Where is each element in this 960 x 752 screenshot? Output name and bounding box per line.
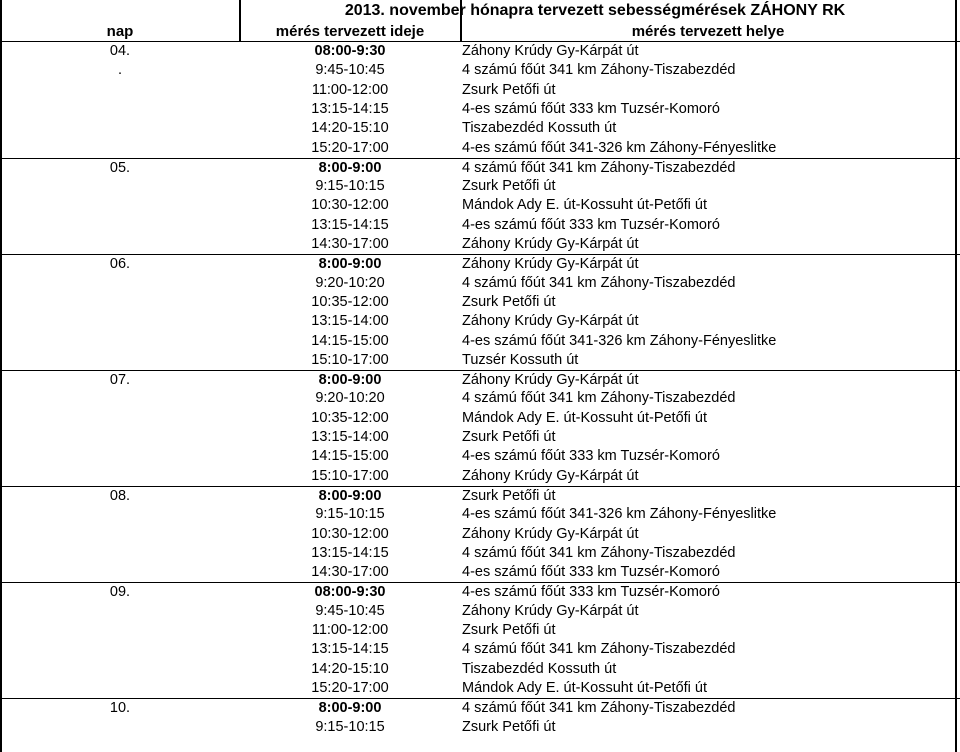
table-row [0, 254, 960, 274]
day-cell [2, 428, 238, 447]
day-cell [2, 100, 238, 119]
place-cell: 4-es számú főút 333 km Tuzsér-Komoró [462, 216, 720, 233]
time-cell: 11:00-12:00 [311, 622, 389, 638]
day-cell: . [117, 62, 123, 79]
time-cell: 13:15-14:00 [311, 429, 389, 445]
table-row [0, 177, 960, 196]
time-cell: 14:30-17:00 [311, 236, 389, 252]
day-cell [2, 351, 238, 370]
time-cell: 15:10-17:00 [311, 351, 389, 368]
place-cell: Záhony Krúdy Gy-Kárpát út [462, 313, 639, 330]
table-row [0, 447, 960, 466]
table-row [0, 718, 960, 737]
time-cell: 08:00-9:30 [314, 43, 386, 59]
time-cell: 9:20-10:20 [315, 274, 385, 291]
time-cell: 8:00-9:00 [318, 159, 382, 176]
time-cell: 14:20-15:10 [311, 120, 389, 137]
place-cell: Zsurk Petőfi út [462, 718, 556, 735]
day-cell [2, 312, 238, 331]
table-row [0, 274, 960, 293]
place-cell: 4-es számú főút 341-326 km Záhony-Fényeslitke [462, 506, 777, 523]
day-cell [2, 525, 238, 544]
place-cell: Tiszabezdéd Kossuth út [462, 120, 617, 137]
table-row [0, 409, 960, 428]
day-cell [2, 718, 238, 737]
time-cell: 8:00-9:00 [318, 700, 382, 717]
time-cell: 10:35-12:00 [311, 293, 389, 310]
time-cell: 10:35-12:00 [311, 409, 389, 426]
table-row [0, 235, 960, 254]
day-cell [2, 274, 238, 293]
time-cell: 14:20-15:10 [311, 660, 389, 677]
table-row [0, 139, 960, 158]
table-row [0, 293, 960, 312]
time-cell: 8:00-9:00 [318, 487, 382, 504]
header-day: nap [106, 23, 134, 40]
day-cell: 04. [109, 43, 131, 59]
table-row [0, 196, 960, 215]
time-cell: 13:15-14:15 [311, 100, 389, 117]
time-cell: 08:00-9:30 [314, 584, 386, 601]
time-cell: 13:15-14:15 [311, 216, 389, 233]
time-cell: 9:15-10:15 [315, 506, 385, 523]
table-row [0, 505, 960, 524]
day-cell: 06. [109, 256, 131, 273]
time-cell: 9:15-10:15 [315, 178, 385, 195]
header-place: mérés tervezett helye [631, 23, 785, 40]
time-cell: 15:20-17:00 [311, 679, 389, 696]
day-cell [2, 235, 238, 254]
table-row [0, 698, 960, 718]
place-cell: 4 számú főút 341 km Záhony-Tiszabezdéd [462, 274, 736, 291]
time-cell: 11:00-12:00 [311, 81, 389, 98]
day-cell: 08. [109, 487, 131, 504]
table-row [0, 621, 960, 640]
day-cell [2, 679, 238, 698]
place-cell: 4-es számú főút 333 km Tuzsér-Komoró [462, 584, 720, 601]
day-cell [2, 621, 238, 640]
table-row [0, 158, 960, 178]
place-cell: 4 számú főút 341 km Záhony-Tiszabezdéd [462, 544, 736, 561]
place-cell: 4-es számú főút 333 km Tuzsér-Komoró [462, 448, 720, 465]
day-cell [2, 563, 238, 582]
place-cell: 4-es számú főút 341-326 km Záhony-Fényeslitke [462, 139, 777, 156]
table-row [0, 100, 960, 119]
table-row [0, 640, 960, 659]
place-cell: Zsurk Petőfi út [462, 622, 556, 638]
table-row [0, 563, 960, 582]
place-cell: Zsurk Petőfi út [462, 429, 556, 445]
table-row [0, 370, 960, 390]
time-cell: 15:20-17:00 [311, 139, 389, 156]
day-cell: 07. [109, 372, 131, 389]
table-row [0, 582, 960, 602]
day-cell [2, 81, 238, 100]
day-cell [2, 602, 238, 621]
table-row [0, 42, 960, 61]
place-cell: 4-es számú főút 341-326 km Záhony-Fényeslitke [462, 332, 777, 349]
table-row [0, 486, 960, 506]
place-cell: 4-es számú főút 333 km Tuzsér-Komoró [462, 564, 720, 581]
table-row [0, 81, 960, 100]
table-row [0, 602, 960, 621]
time-cell: 9:15-10:15 [315, 718, 385, 735]
place-cell: Mándok Ady E. út-Kossuht út-Petőfi út [462, 409, 708, 426]
table-row [0, 61, 960, 80]
place-cell: Mándok Ady E. út-Kossuht út-Petőfi út [462, 197, 708, 214]
day-cell [2, 139, 238, 158]
time-cell: 9:45-10:45 [315, 62, 385, 79]
time-cell: 10:30-12:00 [311, 525, 389, 542]
day-cell [2, 505, 238, 524]
time-cell: 14:30-17:00 [311, 564, 389, 581]
place-cell: 4 számú főút 341 km Záhony-Tiszabezdéd [462, 390, 736, 407]
document-title: 2013. november hónapra tervezett sebességmérések ZÁHONY RK [344, 2, 846, 19]
place-cell: Záhony Krúdy Gy-Kárpát út [462, 256, 639, 273]
place-cell: 4 számú főút 341 km Záhony-Tiszabezdéd [462, 700, 736, 717]
day-cell [2, 332, 238, 351]
place-cell: 4-es számú főút 333 km Tuzsér-Komoró [462, 100, 720, 117]
day-cell [2, 119, 238, 138]
place-cell: Záhony Krúdy Gy-Kárpát út [462, 602, 639, 619]
day-cell [2, 660, 238, 679]
day-cell [2, 409, 238, 428]
day-cell [2, 293, 238, 312]
table-row [0, 119, 960, 138]
table-row [0, 467, 960, 486]
table-row [0, 428, 960, 447]
day-cell [2, 544, 238, 563]
day-cell [2, 196, 238, 215]
table-row [0, 544, 960, 563]
place-cell: Záhony Krúdy Gy-Kárpát út [462, 43, 639, 59]
time-cell: 8:00-9:00 [318, 256, 382, 273]
time-cell: 14:15-15:00 [311, 332, 389, 349]
place-cell: 4 számú főút 341 km Záhony-Tiszabezdéd [462, 62, 736, 79]
time-cell: 13:15-14:15 [311, 544, 389, 561]
day-cell [2, 447, 238, 466]
place-cell: Tuzsér Kossuth út [462, 351, 579, 368]
place-cell: Zsurk Petőfi út [462, 293, 556, 310]
time-cell: 13:15-14:15 [311, 641, 389, 658]
time-cell: 14:15-15:00 [311, 448, 389, 465]
time-cell: 10:30-12:00 [311, 197, 389, 214]
table-row [0, 679, 960, 698]
table-row [0, 525, 960, 544]
place-cell: Záhony Krúdy Gy-Kárpát út [462, 372, 639, 389]
day-cell: 05. [109, 159, 131, 176]
day-cell [2, 177, 238, 196]
place-cell: Záhony Krúdy Gy-Kárpát út [462, 525, 639, 542]
place-cell: Tiszabezdéd Kossuth út [462, 660, 617, 677]
place-cell: Mándok Ady E. út-Kossuht út-Petőfi út [462, 679, 708, 696]
place-cell: 4 számú főút 341 km Záhony-Tiszabezdéd [462, 641, 736, 658]
day-cell [2, 640, 238, 659]
place-cell: 4 számú főút 341 km Záhony-Tiszabezdéd [462, 159, 736, 176]
table-row [0, 312, 960, 331]
table-row [0, 351, 960, 370]
time-cell: 9:45-10:45 [315, 602, 385, 619]
day-cell [2, 216, 238, 235]
table-row [0, 389, 960, 408]
place-cell: Zsurk Petőfi út [462, 178, 556, 195]
time-cell: 9:20-10:20 [315, 390, 385, 407]
day-cell: 09. [109, 584, 131, 601]
place-cell: Záhony Krúdy Gy-Kárpát út [462, 236, 639, 252]
day-cell: 10. [109, 700, 131, 717]
table-row [0, 216, 960, 235]
day-cell [2, 467, 238, 486]
place-cell: Zsurk Petőfi út [462, 81, 556, 98]
table-row [0, 660, 960, 679]
header-time: mérés tervezett ideje [275, 23, 425, 40]
place-cell: Záhony Krúdy Gy-Kárpát út [462, 467, 639, 484]
day-cell [2, 389, 238, 408]
place-cell: Zsurk Petőfi út [462, 487, 556, 504]
time-cell: 8:00-9:00 [318, 372, 382, 389]
table-row [0, 332, 960, 351]
time-cell: 15:10-17:00 [311, 467, 389, 484]
time-cell: 13:15-14:00 [311, 313, 389, 330]
